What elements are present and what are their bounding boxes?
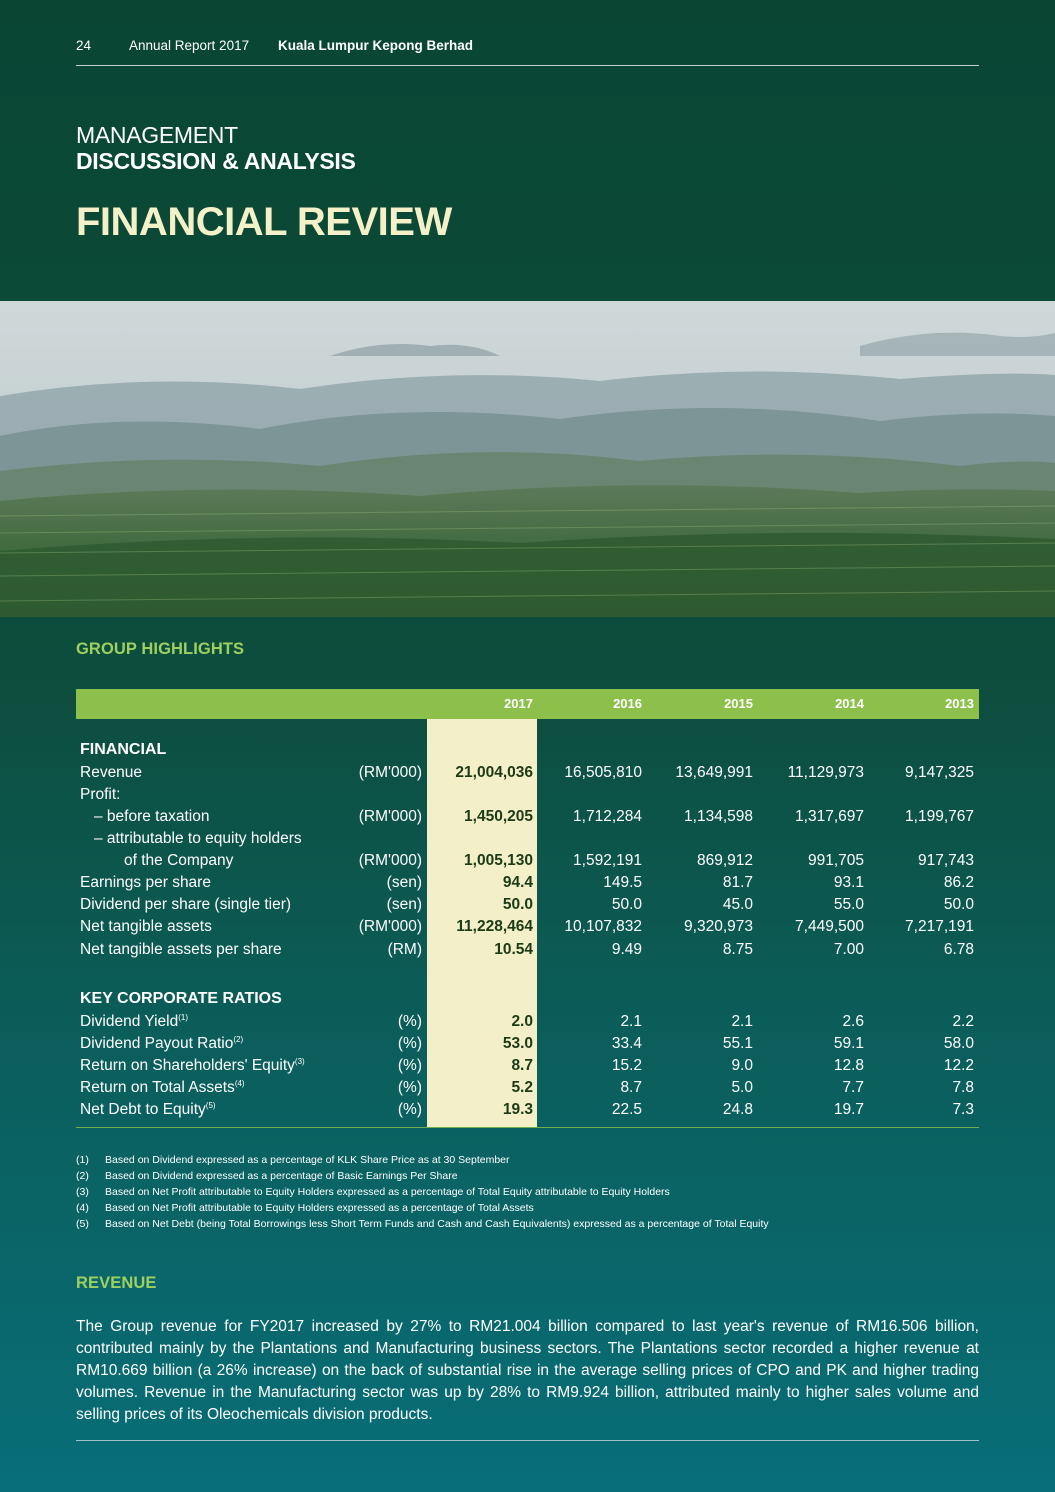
footnote-number: (4) <box>76 1202 89 1214</box>
value-2013: 9,147,325 <box>905 764 974 781</box>
ratio-name: Dividend Yield <box>80 1013 179 1030</box>
footnote-ref: (4) <box>234 1078 245 1088</box>
page-header <box>76 36 979 66</box>
footnote <box>76 1216 979 1232</box>
table-row <box>76 1101 979 1123</box>
value-2017: 1,450,205 <box>464 808 533 825</box>
row-label <box>80 1057 305 1075</box>
footnote <box>76 1168 979 1184</box>
table-row <box>76 1079 979 1101</box>
row-unit: (sen) <box>386 874 422 891</box>
table-row <box>76 764 979 786</box>
row-label: Revenue <box>80 764 143 781</box>
footnote-text: Based on Net Profit attributable to Equity Holders expressed as a percentage of Total Assets <box>105 1202 534 1214</box>
footnote-text: Based on Net Debt (being Total Borrowings less Short Term Funds and Cash and Cash Equivalents) expressed as a percentage of Total Equity <box>105 1218 769 1230</box>
footnote <box>76 1152 979 1168</box>
value-2013: 7,217,191 <box>905 918 974 935</box>
value-2015: 81.7 <box>722 874 753 891</box>
row-label <box>80 1101 216 1119</box>
row-unit: (RM) <box>387 941 422 958</box>
value-2014: 2.6 <box>842 1013 864 1030</box>
value-2015: 5.0 <box>731 1079 753 1096</box>
row-label: Net tangible assets per share <box>80 941 282 958</box>
page-title: FINANCIAL REVIEW <box>76 200 452 244</box>
table-row <box>76 1013 979 1035</box>
table-bottom-rule <box>76 1127 979 1128</box>
bottom-rule <box>76 1440 979 1441</box>
value-2015: 9,320,973 <box>684 918 753 935</box>
footnote-text: Based on Net Profit attributable to Equity Holders expressed as a percentage of Total Equity attributable to Equity Holders <box>105 1186 670 1198</box>
row-unit: (%) <box>397 1079 422 1096</box>
value-2016: 50.0 <box>611 896 642 913</box>
value-2014: 991,705 <box>807 852 864 869</box>
value-2013: 917,743 <box>917 852 974 869</box>
table-row <box>76 786 979 808</box>
value-2017: 94.4 <box>502 874 533 891</box>
value-2013: 1,199,767 <box>905 808 974 825</box>
value-2016: 1,712,284 <box>573 808 642 825</box>
value-2016: 10,107,832 <box>564 918 642 935</box>
ratios-heading: KEY CORPORATE RATIOS <box>80 990 282 1007</box>
footnote-ref: (3) <box>294 1056 305 1066</box>
year-header-2013: 2013 <box>945 696 974 711</box>
value-2017: 11,228,464 <box>456 918 533 935</box>
value-2013: 7.8 <box>952 1079 974 1096</box>
row-unit: (RM'000) <box>358 918 422 935</box>
value-2014: 7.00 <box>833 941 864 958</box>
value-2015: 869,912 <box>696 852 753 869</box>
value-2016: 9.49 <box>611 941 642 958</box>
footnote-number: (2) <box>76 1170 89 1182</box>
ratio-name: Net Debt to Equity <box>80 1101 206 1118</box>
value-2016: 15.2 <box>611 1057 642 1074</box>
table-row <box>76 941 979 963</box>
ratio-name: Dividend Payout Ratio <box>80 1035 234 1052</box>
value-2015: 2.1 <box>731 1013 753 1030</box>
value-2014: 59.1 <box>833 1035 864 1052</box>
value-2013: 12.2 <box>943 1057 974 1074</box>
value-2016: 149.5 <box>603 874 642 891</box>
value-2015: 8.75 <box>722 941 753 958</box>
report-name: Annual Report 2017 <box>129 38 250 53</box>
footnote <box>76 1200 979 1216</box>
table-row <box>76 852 979 874</box>
table-row <box>76 830 979 852</box>
value-2014: 93.1 <box>833 874 864 891</box>
value-2014: 12.8 <box>833 1057 864 1074</box>
value-2016: 2.1 <box>620 1013 642 1030</box>
group-highlights-table <box>76 689 979 1118</box>
value-2015: 9.0 <box>731 1057 753 1074</box>
value-2016: 33.4 <box>611 1035 642 1052</box>
row-label: Net tangible assets <box>80 918 212 935</box>
value-2016: 1,592,191 <box>573 852 642 869</box>
value-2015: 24.8 <box>722 1101 753 1118</box>
table-row <box>76 1035 979 1057</box>
footnote-number: (5) <box>76 1218 89 1230</box>
row-unit: (%) <box>397 1013 422 1030</box>
page-number: 24 <box>76 38 92 53</box>
group-highlights-heading: GROUP HIGHLIGHTS <box>76 640 245 658</box>
table-row <box>76 808 979 830</box>
value-2017: 50.0 <box>502 896 533 913</box>
value-2013: 7.3 <box>952 1101 974 1118</box>
value-2015: 13,649,991 <box>675 764 753 781</box>
row-unit: (RM'000) <box>358 808 422 825</box>
value-2017: 2.0 <box>511 1013 533 1030</box>
section-sublabel: DISCUSSION & ANALYSIS <box>76 148 356 174</box>
row-label <box>80 1035 243 1053</box>
footnote <box>76 1184 979 1200</box>
value-2017: 21,004,036 <box>455 764 533 781</box>
row-unit: (%) <box>397 1057 422 1074</box>
value-2016: 22.5 <box>611 1101 642 1118</box>
value-2016: 16,505,810 <box>564 764 642 781</box>
year-header-2014: 2014 <box>835 696 864 711</box>
value-2015: 1,134,598 <box>684 808 753 825</box>
value-2015: 45.0 <box>722 896 753 913</box>
value-2013: 86.2 <box>943 874 974 891</box>
value-2017: 5.2 <box>511 1079 533 1096</box>
value-2014: 7.7 <box>842 1079 864 1096</box>
footnote-text: Based on Dividend expressed as a percentage of KLK Share Price as at 30 September <box>105 1154 510 1166</box>
value-2013: 50.0 <box>943 896 974 913</box>
value-2013: 2.2 <box>952 1013 974 1030</box>
value-2014: 7,449,500 <box>795 918 864 935</box>
table-row <box>76 874 979 896</box>
value-2014: 55.0 <box>833 896 864 913</box>
footnote-number: (3) <box>76 1186 89 1198</box>
ratio-name: Return on Shareholders' Equity <box>80 1057 295 1074</box>
row-label: Earnings per share <box>80 874 211 891</box>
footnote-ref: (5) <box>205 1100 216 1110</box>
row-label: Profit: <box>80 786 121 803</box>
company-name: Kuala Lumpur Kepong Berhad <box>278 38 474 53</box>
value-2014: 1,317,697 <box>795 808 864 825</box>
table-row <box>76 1057 979 1079</box>
footnote-ref: (2) <box>233 1034 244 1044</box>
footnote-ref: (1) <box>178 1012 189 1022</box>
value-2013: 6.78 <box>943 941 974 958</box>
row-label: of the Company <box>124 852 234 869</box>
row-label <box>80 1079 245 1097</box>
value-2014: 11,129,973 <box>787 764 864 781</box>
value-2015: 55.1 <box>722 1035 753 1052</box>
year-header-2015: 2015 <box>724 696 753 711</box>
year-header-2016: 2016 <box>613 696 642 711</box>
value-2017: 19.3 <box>502 1101 533 1118</box>
table-row <box>76 918 979 940</box>
revenue-heading: REVENUE <box>76 1274 157 1292</box>
row-unit: (%) <box>397 1035 422 1052</box>
year-header-2017: 2017 <box>504 696 533 711</box>
value-2013: 58.0 <box>943 1035 974 1052</box>
financial-heading: FINANCIAL <box>80 741 167 758</box>
row-unit: (%) <box>397 1101 422 1118</box>
row-label: – before taxation <box>94 808 210 825</box>
revenue-paragraph: The Group revenue for FY2017 increased by 27% to RM21.004 billion compared to last year's revenue of RM16.506 billion, contributed mainly by the Plantations and Manufacturing business sectors. The Plantations sector recorded a higher revenue at RM10.669 billion (a 26% increase) on the back of substantial rise in the average selling prices of CPO and PK and higher trading volumes. Revenue in the Manufacturing sector was up by 28% to RM9.924 billion, attributed mainly to higher sales volume and selling prices of its Oleochemicals division products. <box>76 1318 979 1423</box>
value-2014: 19.7 <box>833 1101 864 1118</box>
value-2017: 8.7 <box>511 1057 533 1074</box>
section-label: MANAGEMENT <box>76 122 238 148</box>
ratio-name: Return on Total Assets <box>80 1079 235 1096</box>
row-label <box>80 1013 188 1031</box>
row-unit: (RM'000) <box>358 852 422 869</box>
value-2016: 8.7 <box>620 1079 642 1096</box>
footnote-number: (1) <box>76 1154 89 1166</box>
row-unit: (RM'000) <box>358 764 422 781</box>
row-unit: (sen) <box>386 896 422 913</box>
table-header-row <box>76 689 979 719</box>
row-label: Dividend per share (single tier) <box>80 896 292 913</box>
footnote-text: Based on Dividend expressed as a percentage of Basic Earnings Per Share <box>105 1170 458 1182</box>
row-label: – attributable to equity holders <box>94 830 302 847</box>
value-2017: 53.0 <box>502 1035 533 1052</box>
value-2017: 1,005,130 <box>464 852 533 869</box>
table-footnotes <box>76 1152 979 1232</box>
value-2017: 10.54 <box>494 941 533 958</box>
table-row <box>76 896 979 918</box>
plantation-landscape-image <box>0 301 1055 617</box>
